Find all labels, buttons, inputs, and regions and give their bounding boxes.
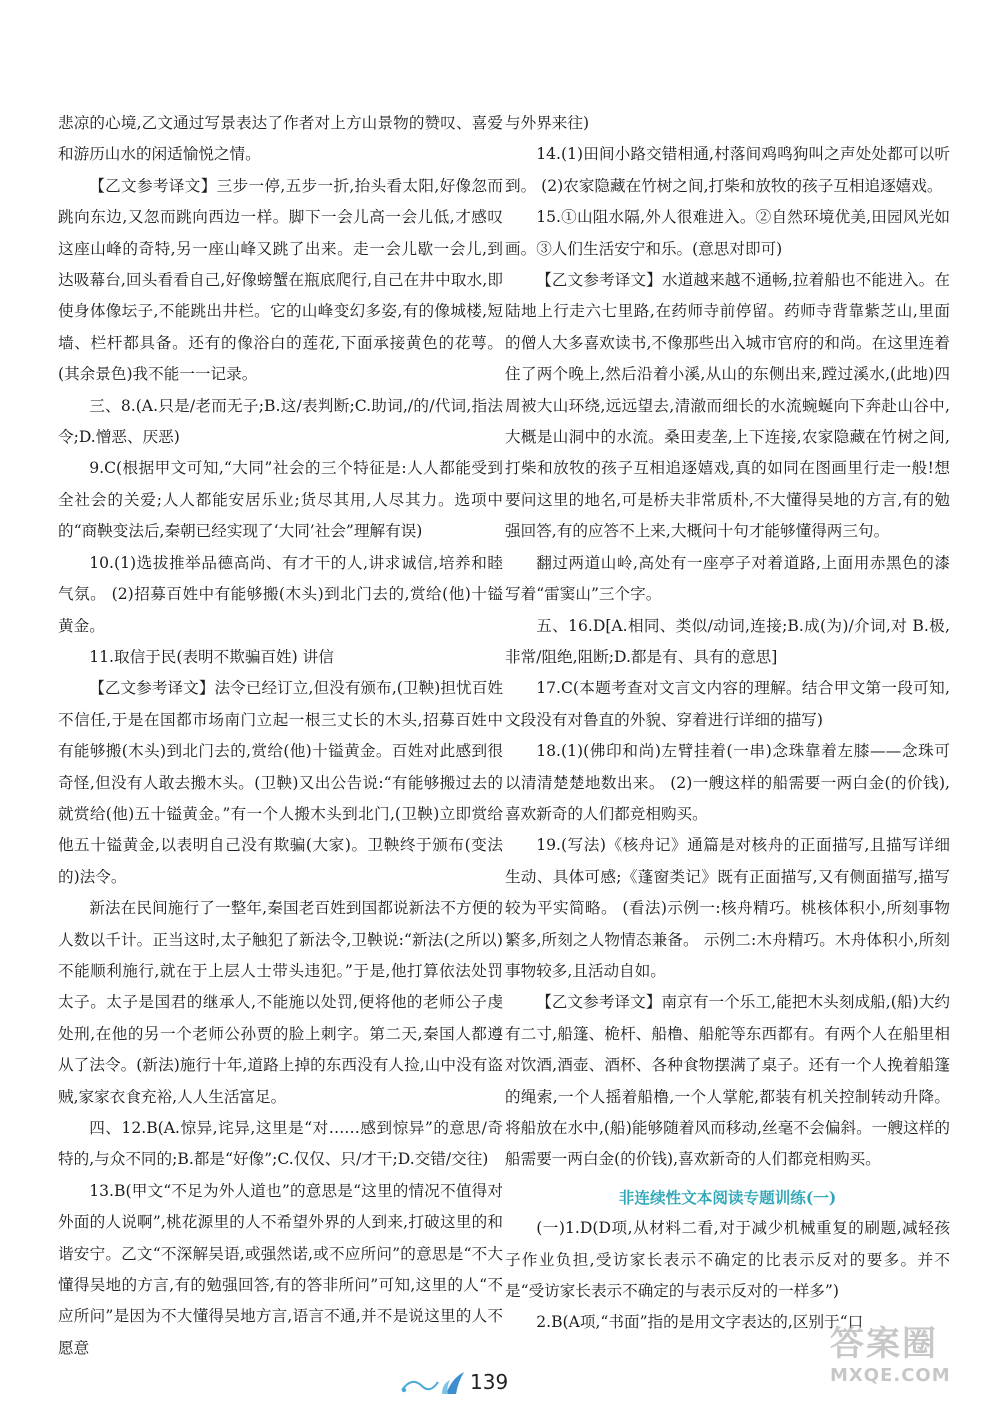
watermark-line2: MXQE.COM xyxy=(830,1365,951,1386)
right-para-10: 【乙文参考译文】南京有一个乐工,能把木头刻成船,(船)大约有二寸,船篷、桅杆、船橹、船舵等东西都有。有两个人在船里相对饮酒,酒壶、酒杯、各种食物摆满了桌子。还有一个人挽着船篷的绳索,一个人摇着船橹,一个人掌舵,都装有机关控制转动升降。将船放在水中,(船)能够随着风而移动,丝毫不会偏斜。一艘这样的船需要一两白金(的价钱),喜欢新奇的人们都竞相购买。 xyxy=(505,993,950,1169)
section-heading: 非连续性文本阅读专题训练(一) xyxy=(618,1187,837,1207)
right-para-13: 2.B(A项,“书面”指的是用文字表达的,区别于“口 xyxy=(536,1313,864,1332)
right-para-3: 15.①山阻水隔,外人很难进入。②自然环境优美,田园风光如画。③人们生活安宁和乐。(意思对即可) xyxy=(505,208,950,258)
wave-ornament-icon xyxy=(398,1368,468,1398)
watermark-line1: 答案圈 xyxy=(830,1324,938,1364)
right-para-1: 与外界来往) xyxy=(505,114,590,132)
right-para-4: 【乙文参考译文】水道越来越不通畅,拉着船也不能进入。在陆地上行走六七里路,在药师寺前停留。药师寺背靠紫芝山,里面的僧人大多喜欢读书,不像那些出入城市官府的和尚。在这里连着住了两个晚上,然后沿着小溪,从山的东侧出来,蹚过溪水,(此地)四周被大山环绕,远远望去,清澈而细长的水流蜿蜒向下奔赴山谷中,大概是山洞中的水流。桑田麦垄,上下连接,农家隐藏在竹树之间,打柴和放牧的孩子互相追逐嬉戏,真的如同在图画里行走一般!想要问这里的地名,可是桥夫非常质朴,不大懂得吴地的方言,有的勉强回答,有的应答不上来,大概问十句才能够懂得两三句。 xyxy=(505,271,950,541)
right-para-12: (一)1.D(D项,从材料二看,对于减少机械重复的刷题,减轻孩子作业负担,受访家长表示不确定的比表示反对的要多。并不是“受访家长表示不确定的与表示反对的一样多”) xyxy=(505,1219,950,1301)
left-para-4: 9.C(根据甲文可知,“大同”社会的三个特征是:人人都能受到全社会的关爱;人人都能安居乐业;货尽其用,人尽其力。选项中的“商鞅变法后,秦朝已经实现了‘大同’社会”理解有误) xyxy=(58,459,503,541)
right-para-9: 19.(写法)《核舟记》通篇是对核舟的正面描写,且描写详细生动、具体可感;《蓬窗类记》既有正面描写,又有侧面描写,描写较为平实简略。 (看法)示例一:核舟精巧。桃核体积小,所刻事物繁多,所刻之人物情态兼备。 示例二:木舟精巧。木舟体积小,所刻事物较多,且活动自如。 xyxy=(505,836,950,980)
left-para-9: 四、12.B(A.惊异,诧异,这里是“对……感到惊异”的意思/奇特的,与众不同的;B.都是“好像”;C.仅仅、只/才干;D.交错/交往) xyxy=(58,1119,503,1169)
left-para-6: 11.取信于民(表明不欺骗百姓) 讲信 xyxy=(89,647,334,666)
left-para-2: 【乙文参考译文】三步一停,五步一折,抬头看太阳,好像忽而跳向东边,又忽而跳向西边一样。脚下一会儿高一会儿低,才感叹这座山峰的奇特,另一座山峰又跳了出来。走一会儿歇一会儿,到达吸幕台,回头看看自己,好像螃蟹在瓶底爬行,自己在井中取水,即使身体像坛子,不能跳出井栏。它的山峰变幻多姿,有的像城楼,短墙、栏杆都具备。还有的像浴白的莲花,下面承接黄色的花萼。(其余景色)我不能一一记录。 xyxy=(58,176,503,384)
left-para-1: 悲凉的心境,乙文通过写景表达了作者对上方山景物的赞叹、喜爱和游历山水的闲适愉悦之情。 xyxy=(58,114,503,164)
right-para-2: 14.(1)田间小路交错相通,村落间鸡鸣狗叫之声处处都可以听到。 (2)农家隐藏在竹树之间,打柴和放牧的孩子互相追逐嬉戏。 xyxy=(505,145,950,195)
left-para-8: 新法在民间施行了一整年,秦国老百姓到国都说新法不方便的人数以千计。正当这时,太子触犯了新法令,卫鞅说:“新法(之所以)不能顺利施行,就在于上层人士带头违犯。”于是,他打算依法处罚太子。太子是国君的继承人,不能施以处罚,便将他的老师公子虔处刑,在他的另一个老师公孙贾的脸上刺字。第二天,秦国人都遵从了法令。(新法)施行十年,道路上掉的东西没有人捡,山中没有盗贼,家家衣食充裕,人人生活富足。 xyxy=(58,899,503,1106)
right-column xyxy=(505,108,950,1339)
left-para-3: 三、8.(A.只是/老而无子;B.这/表判断;C.助词,/的/代词,指法令;D.憎恶、厌恶) xyxy=(58,396,503,447)
page-number: 139 xyxy=(470,1370,509,1394)
right-para-8: 18.(1)(佛印和尚)左臂挂着(一串)念珠靠着左膝——念珠可以清清楚楚地数出来。 (2)一艘这样的船需要一两白金(的价钱),喜欢新奇的人们都竞相购买。 xyxy=(505,742,950,823)
left-para-10: 13.B(甲文“不足为外人道也”的意思是“这里的情况不值得对外面的人说啊”,桃花源里的人不希望外界的人到来,打破这里的和谐安宁。乙文“不深解吴语,或强然诺,或不应所问”的意思是“不大懂得吴地的方言,有的勉强回答,有的答非所问”可知,这里的人“不应所问”是因为不大懂得吴地方言,语言不通,并不是说这里的人不愿意 xyxy=(58,1181,503,1357)
left-column xyxy=(58,108,503,1364)
left-para-5: 10.(1)选拔推举品德高尚、有才干的人,讲求诚信,培养和睦气氛。 (2)招募百姓中有能够搬(木头)到北门去的,赏给(他)十镒黄金。 xyxy=(58,553,503,635)
right-para-6: 五、16.D[A.相同、类似/动词,连接;B.成(为)/介词,对 B.极,非常/阻绝,阻断;D.都是有、具有的意思] xyxy=(505,616,950,666)
watermark xyxy=(830,1316,980,1412)
left-para-7: 【乙文参考译文】法令已经订立,但没有颁布,(卫鞅)担忧百姓不信任,于是在国都市场南门立起一根三丈长的木头,招募百姓中有能够搬(木头)到北门去的,赏给(他)十镒黄金。百姓对此感到很奇怪,但没有人敢去搬木头。(卫鞅)又出公告说:“有能够搬过去的就赏给(他)五十镒黄金。”有一个人搬木头到北门,(卫鞅)立即赏给他五十镒黄金,以表明自己没有欺骗(大家)。卫鞅终于颁布(变法的)法令。 xyxy=(58,679,503,886)
right-para-7: 17.C(本题考查对文言文内容的理解。结合甲文第一段可知,文段没有对鲁直的外貌、穿着进行详细的描写) xyxy=(505,679,950,729)
right-para-5: 翻过两道山岭,高处有一座亭子对着道路,上面用赤黑色的漆写着“雷窦山”三个字。 xyxy=(505,553,950,604)
